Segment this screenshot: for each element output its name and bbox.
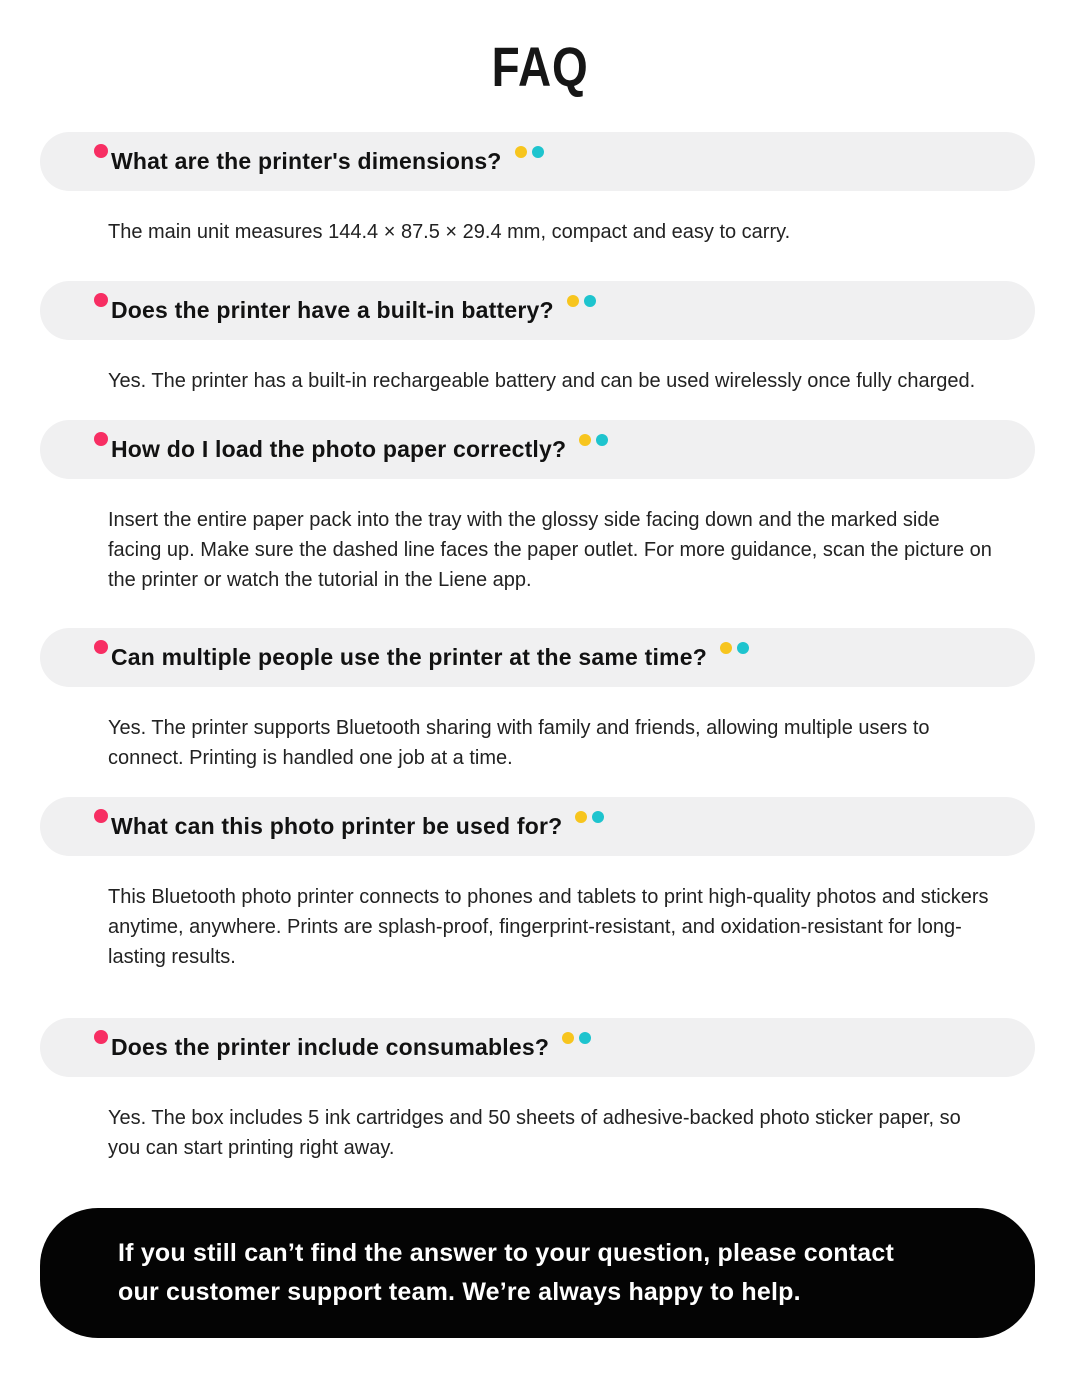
page-title-text: FAQ [491, 35, 589, 98]
cyan-dot-icon [532, 146, 544, 158]
faq-question: How do I load the photo paper correctly? [111, 436, 567, 462]
page-title [0, 36, 1080, 98]
faq-question: What can this photo printer be used for? [111, 813, 563, 839]
cyan-dot-icon [737, 642, 749, 654]
pink-dot-icon [94, 293, 108, 307]
faq-question-bar [40, 132, 1035, 191]
yellow-dot-icon [562, 1032, 574, 1044]
faq-question-bar [40, 628, 1035, 687]
faq-answer: This Bluetooth photo printer connects to phones and tablets to print high-quality photos and stickers anytime, anywhere. Prints are splash-proof, fingerprint-resistant, and oxidation-resistant for long-lasting results. [108, 886, 989, 968]
faq-question: Does the printer have a built-in battery? [111, 297, 554, 323]
yellow-dot-icon [515, 146, 527, 158]
faq-question-bar [40, 1018, 1035, 1077]
faq-answer: Yes. The printer supports Bluetooth sharing with family and friends, allowing multiple users to connect. Printing is handled one job at a time. [108, 717, 930, 769]
yellow-dot-icon [720, 642, 732, 654]
yellow-dot-icon [567, 295, 579, 307]
faq-question: Can multiple people use the printer at the same time? [111, 644, 707, 670]
faq-answer: Yes. The printer has a built-in rechargeable battery and can be used wirelessly once fully charged. [108, 370, 976, 392]
contact-support-text-line: If you still can’t find the answer to your question, please contact [118, 1239, 895, 1267]
faq-answer: Yes. The box includes 5 ink cartridges and 50 sheets of adhesive-backed photo sticker paper, so you can start printing right away. [108, 1107, 961, 1159]
faq-answer: Insert the entire paper pack into the tray with the glossy side facing down and the marked side facing up. Make sure the dashed line faces the paper outlet. For more guidance, scan the picture on the printer or watch the tutorial in the Liene app. [108, 509, 992, 591]
cyan-dot-icon [596, 434, 608, 446]
pink-dot-icon [94, 432, 108, 446]
cyan-dot-icon [592, 811, 604, 823]
contact-support-text-line: our customer support team. We’re always happy to help. [118, 1278, 801, 1306]
faq-question-bar [40, 281, 1035, 340]
pink-dot-icon [94, 640, 108, 654]
pink-dot-icon [94, 144, 108, 158]
faq-question-bar [40, 420, 1035, 479]
yellow-dot-icon [575, 811, 587, 823]
faq-question-bar [40, 797, 1035, 856]
faq-answer: The main unit measures 144.4 × 87.5 × 29.4 mm, compact and easy to carry. [108, 221, 791, 243]
faq-question: What are the printer's dimensions? [111, 148, 502, 174]
pink-dot-icon [94, 1030, 108, 1044]
cyan-dot-icon [584, 295, 596, 307]
contact-support-banner [40, 1208, 1035, 1338]
pink-dot-icon [94, 809, 108, 823]
yellow-dot-icon [579, 434, 591, 446]
cyan-dot-icon [579, 1032, 591, 1044]
faq-question: Does the printer include consumables? [111, 1034, 550, 1060]
